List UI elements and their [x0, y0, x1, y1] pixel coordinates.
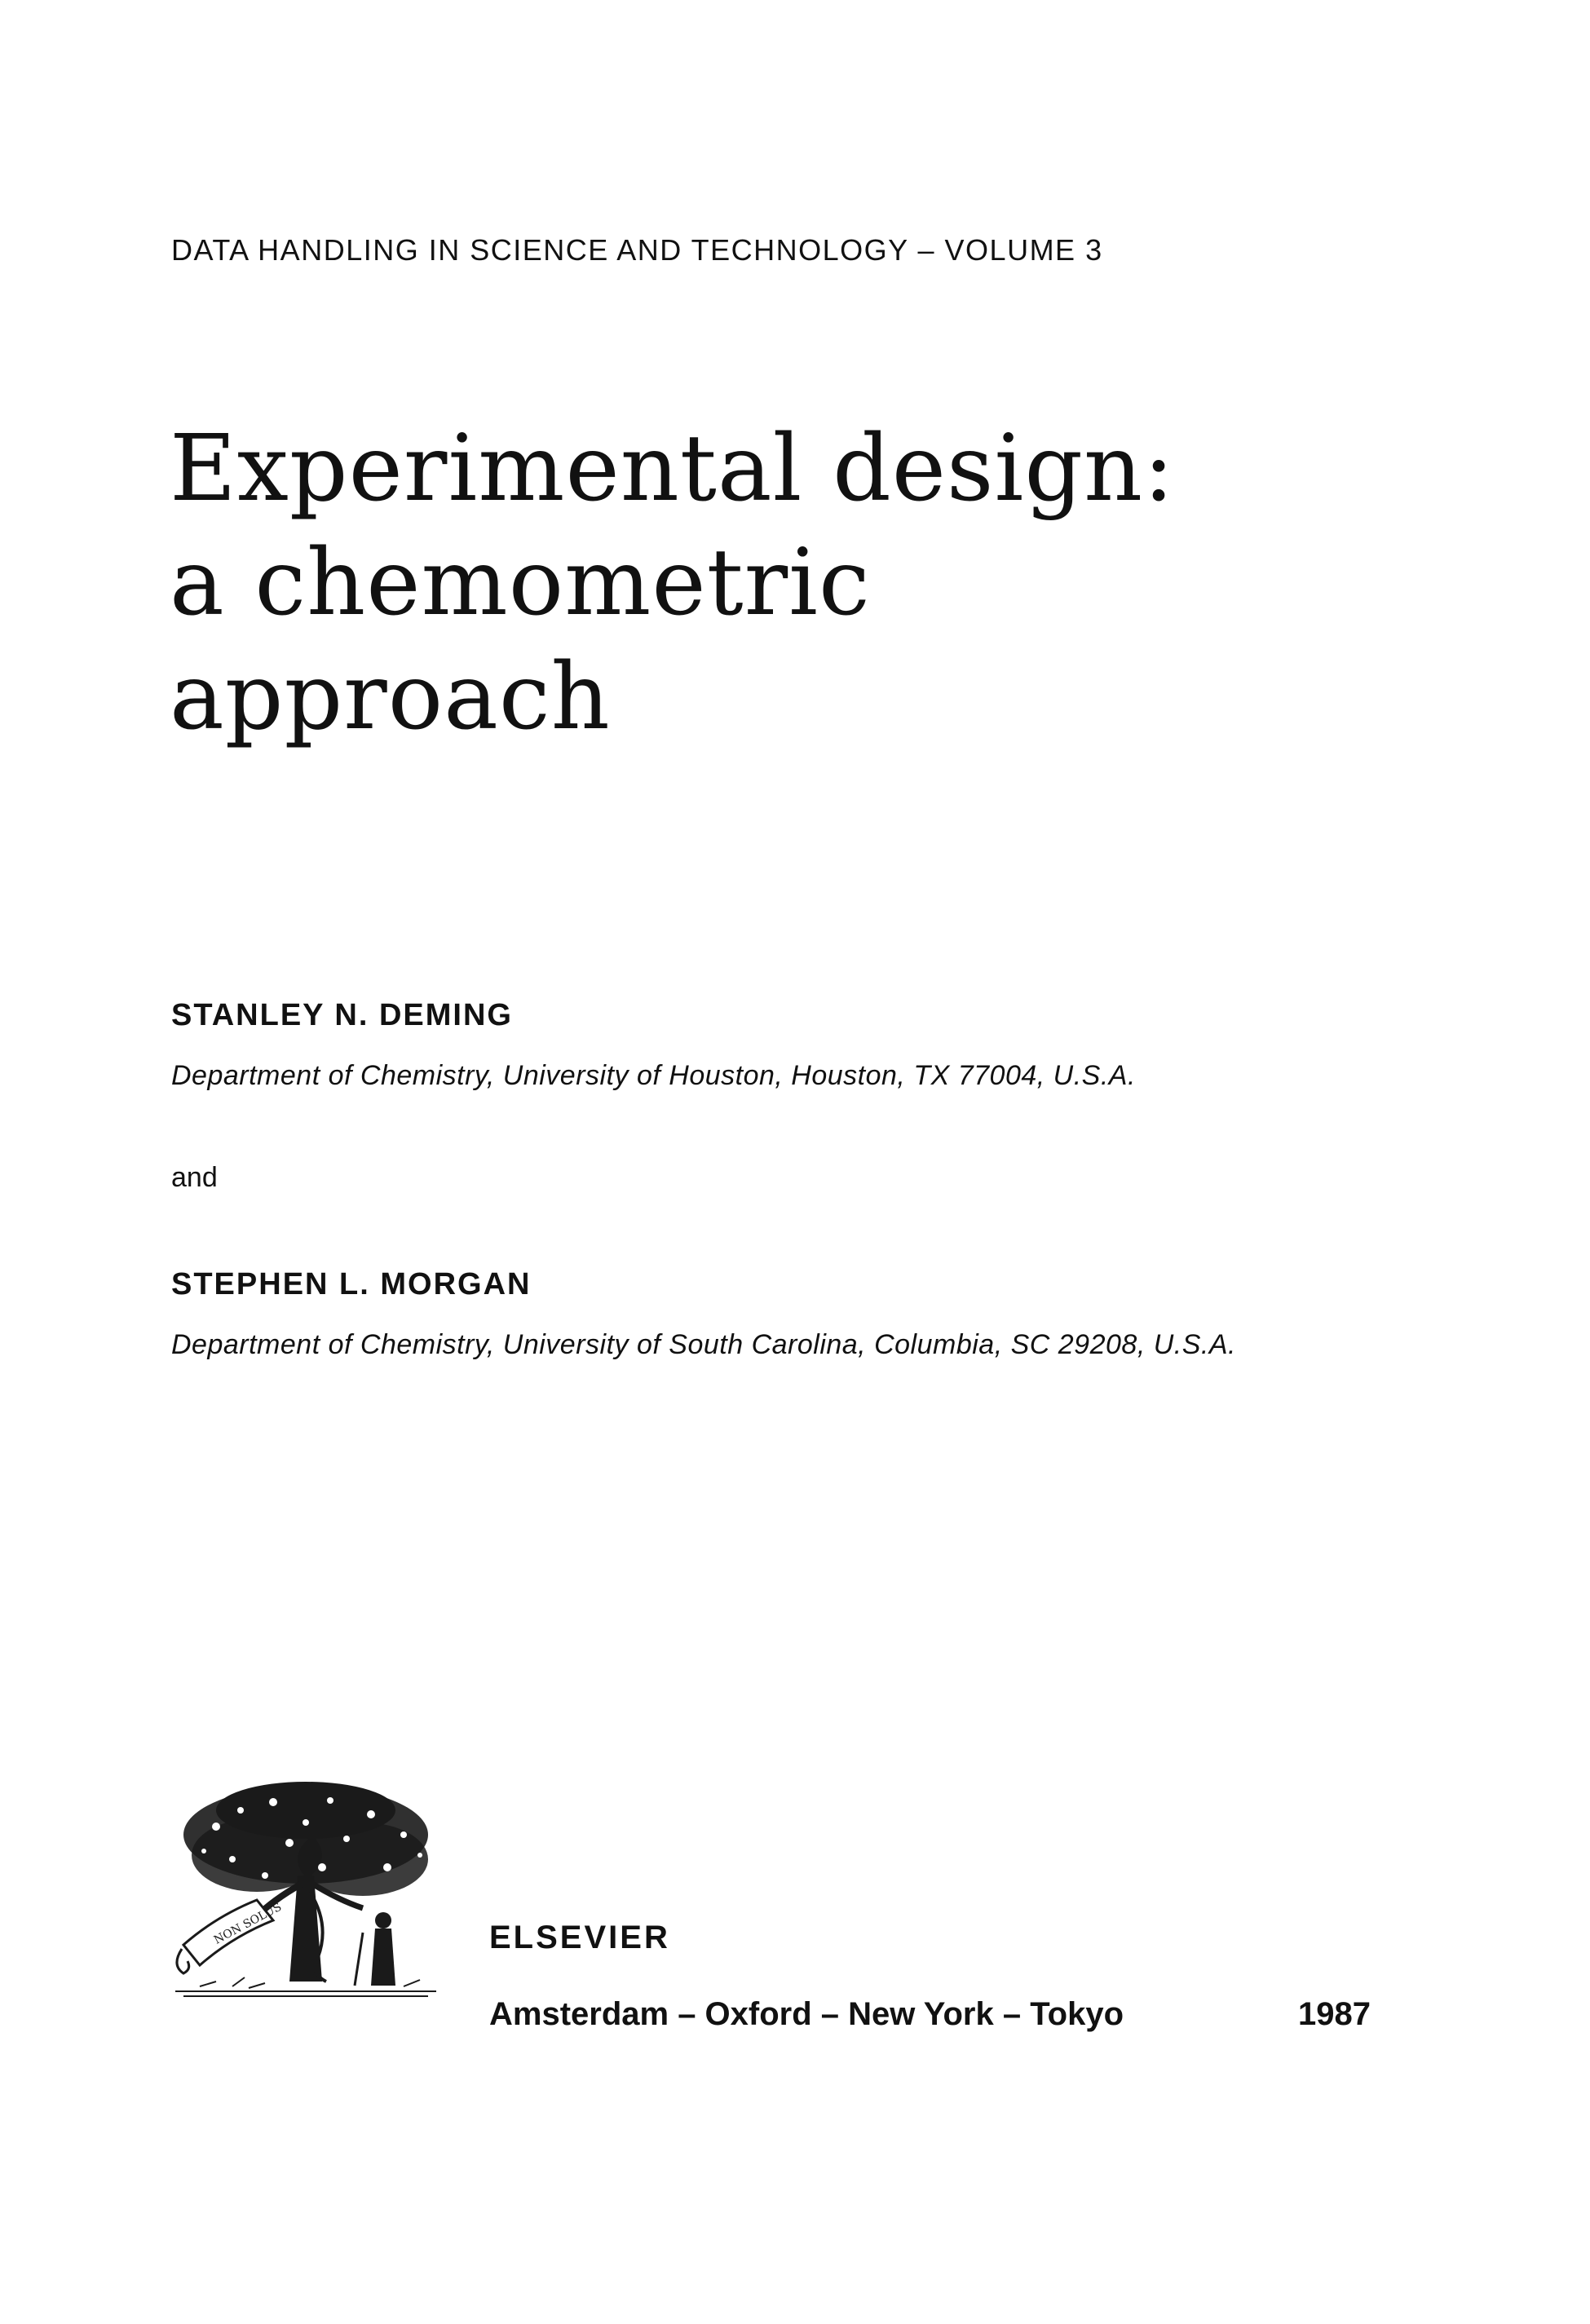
author-name: STANLEY N. DEMING	[171, 998, 513, 1032]
publication-year: 1987	[1298, 1996, 1371, 2032]
publisher-cities: Amsterdam – Oxford – New York – Tokyo	[489, 1996, 1124, 2032]
publisher-name: ELSEVIER	[489, 1920, 670, 1955]
author-affiliation: Department of Chemistry, University of South Carolina, Columbia, SC 29208, U.S.A.	[171, 1329, 1236, 1360]
author-name: STEPHEN L. MORGAN	[171, 1267, 532, 1301]
logo-motto: NON SOLUS	[211, 1900, 285, 1947]
elsevier-tree-logo-icon	[167, 1778, 444, 2014]
author-affiliation: Department of Chemistry, University of Houston, Houston, TX 77004, U.S.A.	[171, 1060, 1136, 1091]
author-conjunction: and	[171, 1162, 218, 1193]
series-title: DATA HANDLING IN SCIENCE AND TECHNOLOGY – VOLUME 3	[171, 233, 1103, 267]
publisher-logo	[167, 1778, 444, 2014]
book-title: Experimental design: a chemometric approach	[170, 416, 1175, 750]
